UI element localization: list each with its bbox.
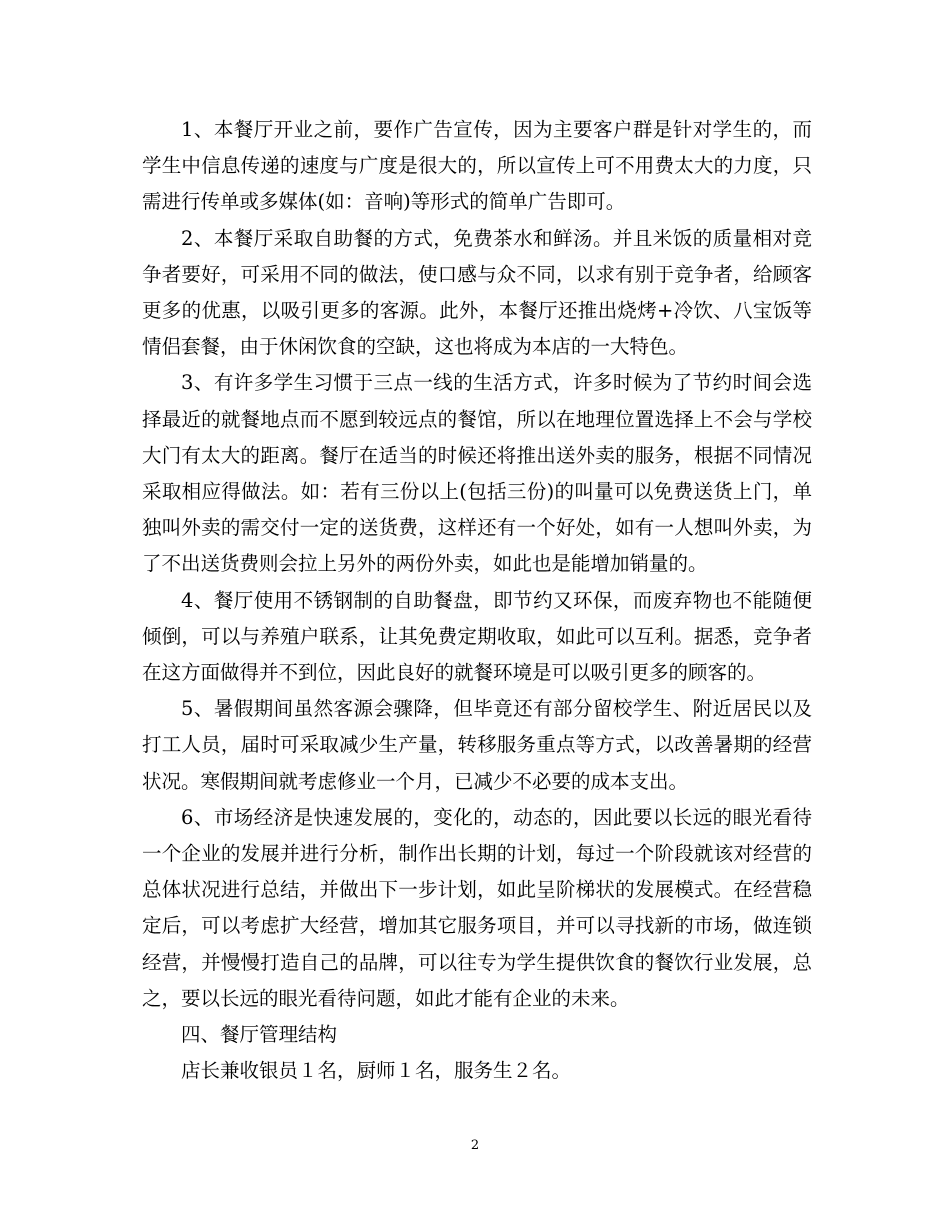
document-body xyxy=(142,112,812,1089)
paragraph-4: 4、餐厅使用不锈钢制的自助餐盘，即节约又环保，而废弃物也不能随便倾倒，可以与养殖户联系，让其免费定期收取，如此可以互利。据悉，竞争者在这方面做得并不到位，因此良好的就餐环境是可以吸引更多的顾客的。 xyxy=(142,588,812,685)
paragraph-2: 2、本餐厅采取自助餐的方式，免费茶水和鲜汤。并且米饭的质量相对竞争者要好，可采用不同的做法，使口感与众不同，以求有别于竞争者，给顾客更多的优惠，以吸引更多的客源。此外，本餐厅还推出烧烤+冷饮、八宝饭等情侣套餐，由于休闲饮食的空缺，这也将成为本店的一大特色。 xyxy=(142,226,812,359)
paragraph-5: 5、暑假期间虽然客源会骤降，但毕竟还有部分留校学生、附近居民以及打工人员，届时可采取减少生产量，转移服务重点等方式，以改善暑期的经营状况。寒假期间就考虑修业一个月，已减少不必要的成本支出。 xyxy=(142,697,812,793)
paragraph-3: 3、有许多学生习惯于三点一线的生活方式，许多时候为了节约时间会选择最近的就餐地点而不愿到较远点的餐馆，所以在地理位置选择上不会与学校大门有太大的距离。餐厅在适当的时候还将推出送外卖的服务，根据不同情况采取相应得做法。如：若有三份以上(包括三份)的叫量可以免费送货上门，单独叫外卖的需交付一定的送货费，这样还有一个好处，如有一人想叫外卖，为了不出送货费则会拉上另外的两份外卖，如此也是能增加销量的。 xyxy=(142,371,812,576)
section-heading: 四、餐厅管理结构 xyxy=(181,1023,338,1047)
page-number: 2 xyxy=(470,1138,480,1153)
staffing-paragraph: 店长兼收银员１名，厨师１名，服务生２名。 xyxy=(181,1059,572,1083)
paragraph-1: 1、本餐厅开业之前，要作广告宣传，因为主要客户群是针对学生的，而学生中信息传递的速度与广度是很大的，所以宣传上可不用费太大的力度，只需进行传单或多媒体(如：音响)等形式的简单广告即可。 xyxy=(142,118,812,214)
paragraph-6: 6、市场经济是快速发展的，变化的，动态的，因此要以长远的眼光看待一个企业的发展并进行分析，制作出长期的计划，每过一个阶段就该对经营的总体状况进行总结，并做出下一步计划，如此呈阶梯状的发展模式。在经营稳定后，可以考虑扩大经营，增加其它服务项目，并可以寻找新的市场，做连锁经营，并慢慢打造自己的品牌，可以往专为学生提供饮食的餐饮行业发展，总之，要以长远的眼光看待问题，如此才能有企业的未来。 xyxy=(142,805,812,1010)
